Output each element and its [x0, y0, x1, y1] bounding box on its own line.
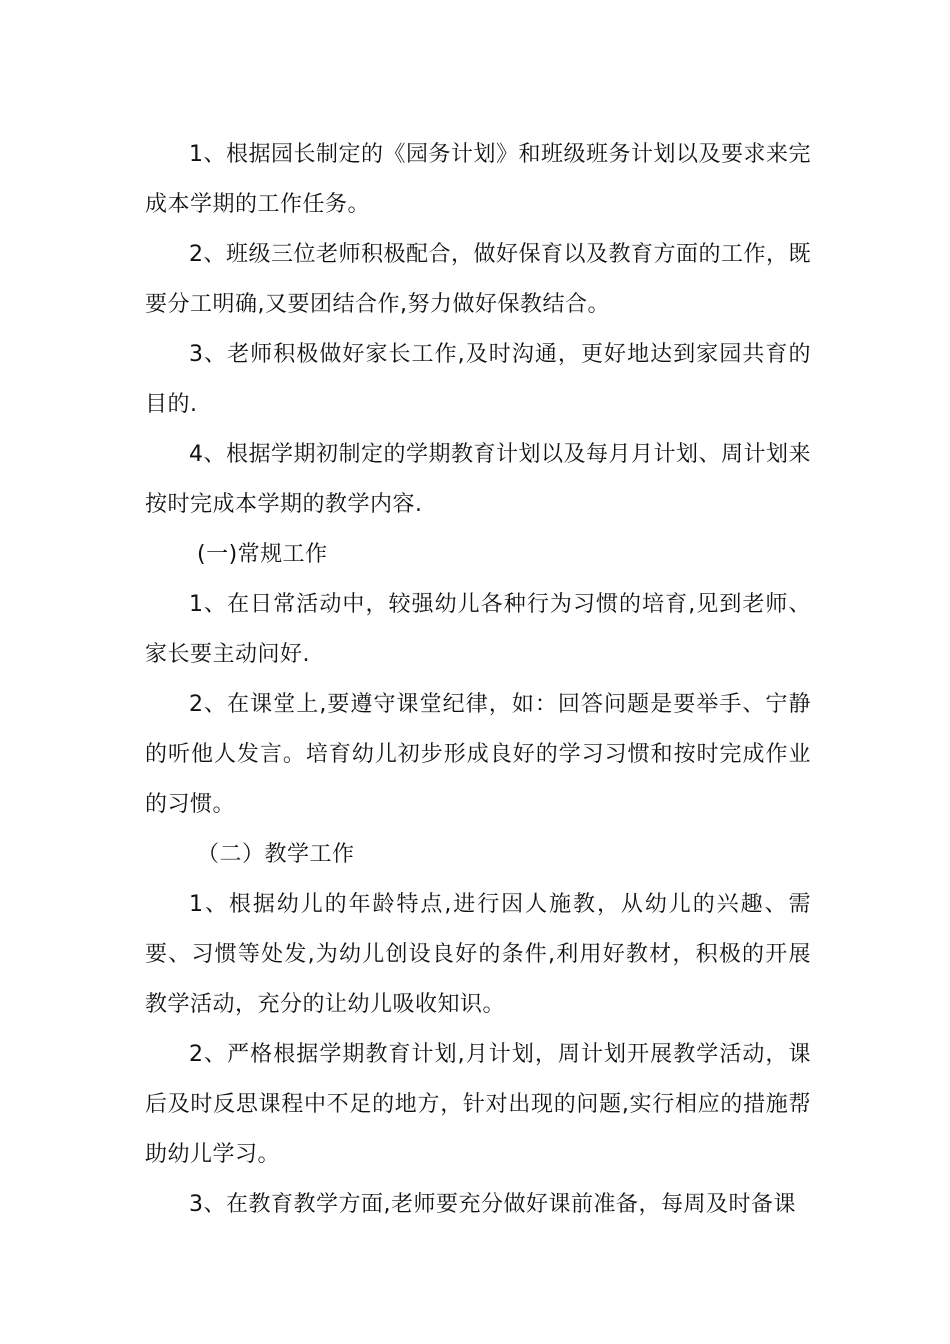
document-body: [145, 130, 811, 1230]
teaching-paragraph-1: 1、根据幼儿的年龄特点,进行因人施教，从幼儿的兴趣、需要、习惯等处发,为幼儿创设良好的条件,利用好教材，积极的开展教学活动，充分的让幼儿吸收知识。: [145, 892, 811, 1017]
paragraph-2: 2、班级三位老师积极配合，做好保育以及教育方面的工作，既要分工明确,又要团结合作,努力做好保教结合。: [145, 242, 811, 317]
teaching-paragraph-2: 2、严格根据学期教育计划,月计划，周计划开展教学活动，课后及时反思课程中不足的地方，针对出现的问题,实行相应的措施帮助幼儿学习。: [145, 1042, 811, 1167]
paragraph-1: 1、根据园长制定的《园务计划》和班级班务计划以及要求来完成本学期的工作任务。: [145, 142, 811, 217]
paragraph-4: 4、根据学期初制定的学期教育计划以及每月月计划、周计划来按时完成本学期的教学内容.: [145, 442, 811, 517]
section-heading-teaching-work: （二）教学工作: [197, 842, 355, 867]
teaching-paragraph-3: 3、在教育教学方面,老师要充分做好课前准备，每周及时备课: [189, 1192, 796, 1217]
paragraph-3: 3、老师积极做好家长工作,及时沟通，更好地达到家园共育的目的.: [145, 342, 811, 417]
routine-paragraph-1: 1、在日常活动中，较强幼儿各种行为习惯的培育,见到老师、家长要主动问好.: [145, 592, 811, 667]
section-heading-routine-work: (一)常规工作: [197, 542, 328, 567]
routine-paragraph-2: 2、在课堂上,要遵守课堂纪律，如：回答问题是要举手、宁静的听他人发言。培育幼儿初步形成良好的学习习惯和按时完成作业的习惯。: [145, 692, 811, 817]
